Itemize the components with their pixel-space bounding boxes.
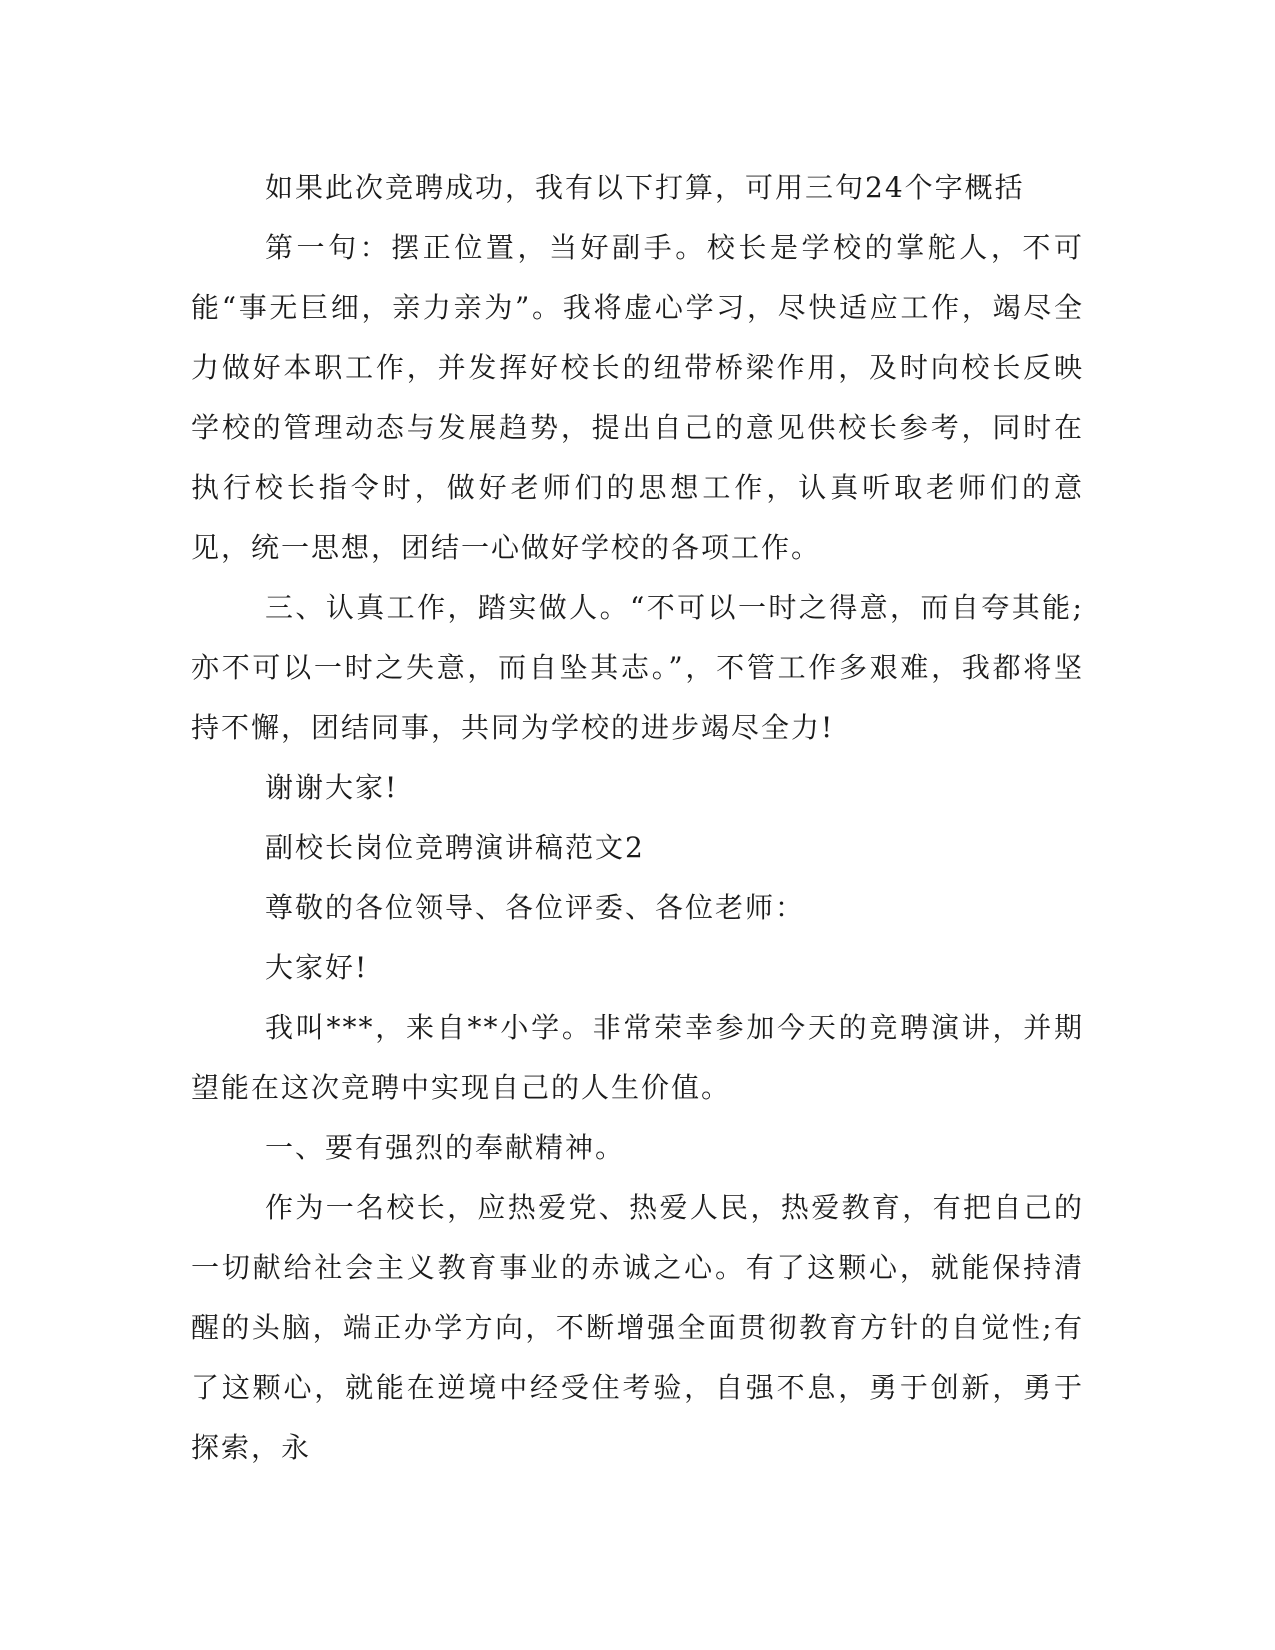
- paragraph-section-title: 副校长岗位竞聘演讲稿范文2: [265, 831, 645, 864]
- paragraph-point-one-heading: 一、要有强烈的奉献精神。: [265, 1131, 626, 1164]
- document-body: [191, 158, 1084, 1478]
- paragraph-salutation: 尊敬的各位领导、各位评委、各位老师：: [265, 891, 806, 924]
- paragraph-self-intro: 我叫***，来自**小学。非常荣幸参加今天的竞聘演讲，并期望能在这次竞聘中实现自己的人生价值。: [191, 1011, 1084, 1104]
- paragraph-first-sentence: 第一句：摆正位置，当好副手。校长是学校的掌舵人，不可能“事无巨细，亲力亲为”。我将虚心学习，尽快适应工作，竭尽全力做好本职工作，并发挥好校长的纽带桥梁作用，及时向校长反映学校的管理动态与发展趋势，提出自己的意见供校长参考，同时在执行校长指令时，做好老师们的思想工作，认真听取老师们的意见，统一思想，团结一心做好学校的各项工作。: [191, 231, 1084, 564]
- paragraph-third-point: 三、认真工作，踏实做人。“不可以一时之得意，而自夸其能;亦不可以一时之失意，而自坠其志。”，不管工作多艰难，我都将坚持不懈，团结同事，共同为学校的进步竭尽全力!: [191, 591, 1084, 744]
- paragraph-point-one-body: 作为一名校长，应热爱党、热爱人民，热爱教育，有把自己的一切献给社会主义教育事业的赤诚之心。有了这颗心，就能保持清醒的头脑，端正办学方向，不断增强全面贯彻教育方针的自觉性;有了这颗心，就能在逆境中经受住考验，自强不息，勇于创新，勇于探索，永: [191, 1191, 1084, 1464]
- paragraph-thanks: 谢谢大家!: [265, 771, 399, 804]
- paragraph-plan-intro: 如果此次竞聘成功，我有以下打算，可用三句24个字概括: [265, 171, 1025, 204]
- paragraph-greeting: 大家好!: [265, 951, 369, 984]
